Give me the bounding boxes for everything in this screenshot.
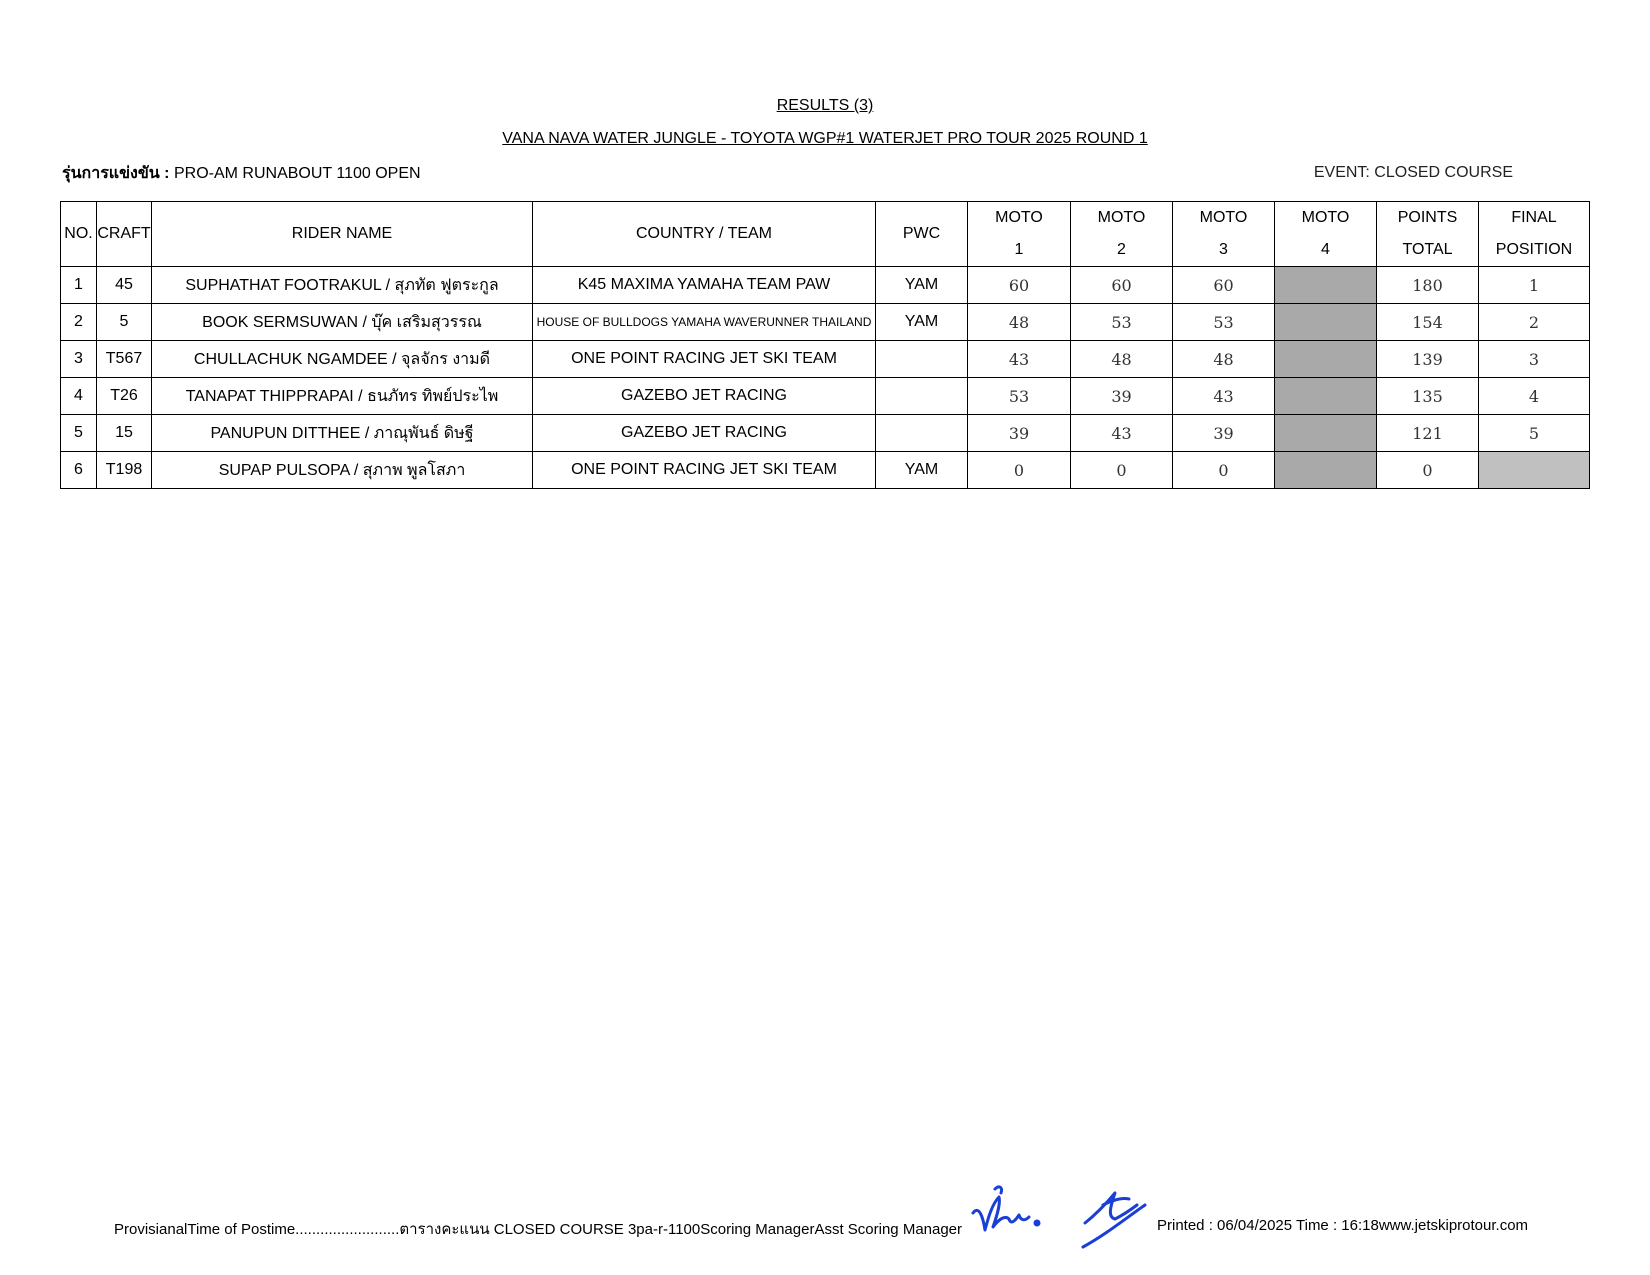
table-row [61,304,1590,341]
table-header-row [61,202,1590,267]
cell-final-position: 4 [1479,378,1590,415]
table-row [61,267,1590,304]
event-type: EVENT: CLOSED COURSE [1313,164,1513,181]
cell-final-position: 1 [1479,267,1590,304]
signature-stroke-3 [1085,1193,1137,1223]
header-no: NO. [61,202,97,267]
footer-right-text: Printed : 06/04/2025 Time : 16:18www.jetskiprotour.com [1157,1217,1529,1234]
cell-team: GAZEBO JET RACING [533,378,876,415]
cell-points-total: 0 [1377,452,1479,489]
event-title: VANA NAVA WATER JUNGLE - TOYOTA WGP#1 WATERJET PRO TOUR 2025 ROUND 1 [502,130,1148,147]
header-craft: CRAFT [97,202,152,267]
header-moto-1: MOTO 1 [968,202,1071,267]
cell-rider-name: PANUPUN DITTHEE / ภาณุพันธ์ ดิษฐี [152,415,533,452]
cell-no: 4 [61,378,97,415]
cell-moto-3: 60 [1173,267,1275,304]
cell-rider-name: SUPHATHAT FOOTRAKUL / สุภทัต ฟูตระกูล [152,267,533,304]
cell-no: 3 [61,341,97,378]
header-final-position: FINAL POSITION [1479,202,1590,267]
cell-pwc [876,341,968,378]
header-moto-3: MOTO 3 [1173,202,1275,267]
cell-craft: 45 [97,267,152,304]
cell-no: 1 [61,267,97,304]
cell-pwc [876,378,968,415]
cell-team: K45 MAXIMA YAMAHA TEAM PAW [533,267,876,304]
header-pwc: PWC [876,202,968,267]
cell-moto-1: 43 [968,341,1071,378]
cell-no: 2 [61,304,97,341]
table-row [61,378,1590,415]
results-table [60,201,1590,489]
footer-left [114,1217,962,1241]
cell-pwc: YAM [876,304,968,341]
cell-points-total: 180 [1377,267,1479,304]
cell-rider-name: SUPAP PULSOPA / สุภาพ พูลโสภา [152,452,533,489]
cell-rider-name: TANAPAT THIPPRAPAI / ธนภัทร ทิพย์ประไพ [152,378,533,415]
cell-moto-2: 60 [1071,267,1173,304]
cell-moto-3: 43 [1173,378,1275,415]
header-country-team: COUNTRY / TEAM [533,202,876,267]
cell-moto-2: 39 [1071,378,1173,415]
cell-moto-1: 39 [968,415,1071,452]
cell-final-position: 2 [1479,304,1590,341]
cell-moto-4-empty [1275,304,1377,341]
cell-rider-name: BOOK SERMSUWAN / บุ๊ค เสริมสุวรรณ [152,304,533,341]
table-row [61,341,1590,378]
cell-craft: 5 [97,304,152,341]
cell-no: 5 [61,415,97,452]
cell-craft: T198 [97,452,152,489]
cell-final-position: 5 [1479,415,1590,452]
cell-moto-4-empty [1275,378,1377,415]
cell-pwc: YAM [876,267,968,304]
signature-image [965,1175,1175,1255]
cell-team: ONE POINT RACING JET SKI TEAM [533,341,876,378]
cell-craft: 15 [97,415,152,452]
table-row [61,415,1590,452]
cell-rider-name: CHULLACHUK NGAMDEE / จุลจักร งามดี [152,341,533,378]
cell-no: 6 [61,452,97,489]
cell-moto-2: 53 [1071,304,1173,341]
cell-points-total: 121 [1377,415,1479,452]
cell-team: GAZEBO JET RACING [533,415,876,452]
cell-moto-4-empty [1275,452,1377,489]
signature-stroke-5 [1103,1198,1129,1205]
table-row [61,452,1590,489]
signature-stroke-1 [973,1197,1029,1230]
cell-moto-4-empty [1275,267,1377,304]
cell-moto-1: 53 [968,378,1071,415]
cell-moto-1: 0 [968,452,1071,489]
class-label-text: รุ่นการแข่งขัน : [62,165,170,182]
footer-left-text: ProvisianalTime of Postime.........................ตารางคะแนน CLOSED COURSE 3pa-r-1100Scoring ManagerAsst Scoring Manager [114,1221,963,1238]
header-rider-name: RIDER NAME [152,202,533,267]
cell-team: ONE POINT RACING JET SKI TEAM [533,452,876,489]
class-value: PRO-AM RUNABOUT 1100 OPEN [173,165,421,182]
cell-final-position-empty [1479,452,1590,489]
cell-points-total: 139 [1377,341,1479,378]
cell-pwc: YAM [876,452,968,489]
footer-right [1157,1217,1528,1234]
class-label [62,161,421,186]
header-moto-4: MOTO 4 [1275,202,1377,267]
cell-craft: T26 [97,378,152,415]
cell-moto-4-empty [1275,415,1377,452]
cell-moto-2: 43 [1071,415,1173,452]
cell-moto-3: 48 [1173,341,1275,378]
header-moto-2: MOTO 2 [1071,202,1173,267]
cell-moto-1: 48 [968,304,1071,341]
cell-craft: T567 [97,341,152,378]
results-title: RESULTS (3) [776,97,874,114]
cell-moto-2: 48 [1071,341,1173,378]
cell-pwc [876,415,968,452]
cell-moto-4-empty [1275,341,1377,378]
cell-points-total: 154 [1377,304,1479,341]
signature-stroke-4 [1083,1205,1145,1247]
cell-moto-3: 0 [1173,452,1275,489]
header-points-total: POINTS TOTAL [1377,202,1479,267]
cell-moto-1: 60 [968,267,1071,304]
signature-dot [1035,1221,1039,1225]
cell-final-position: 3 [1479,341,1590,378]
cell-points-total: 135 [1377,378,1479,415]
signature-stroke-2 [995,1187,1002,1193]
cell-moto-2: 0 [1071,452,1173,489]
cell-moto-3: 53 [1173,304,1275,341]
cell-moto-3: 39 [1173,415,1275,452]
cell-team: HOUSE OF BULLDOGS YAMAHA WAVERUNNER THAILAND [533,304,876,341]
